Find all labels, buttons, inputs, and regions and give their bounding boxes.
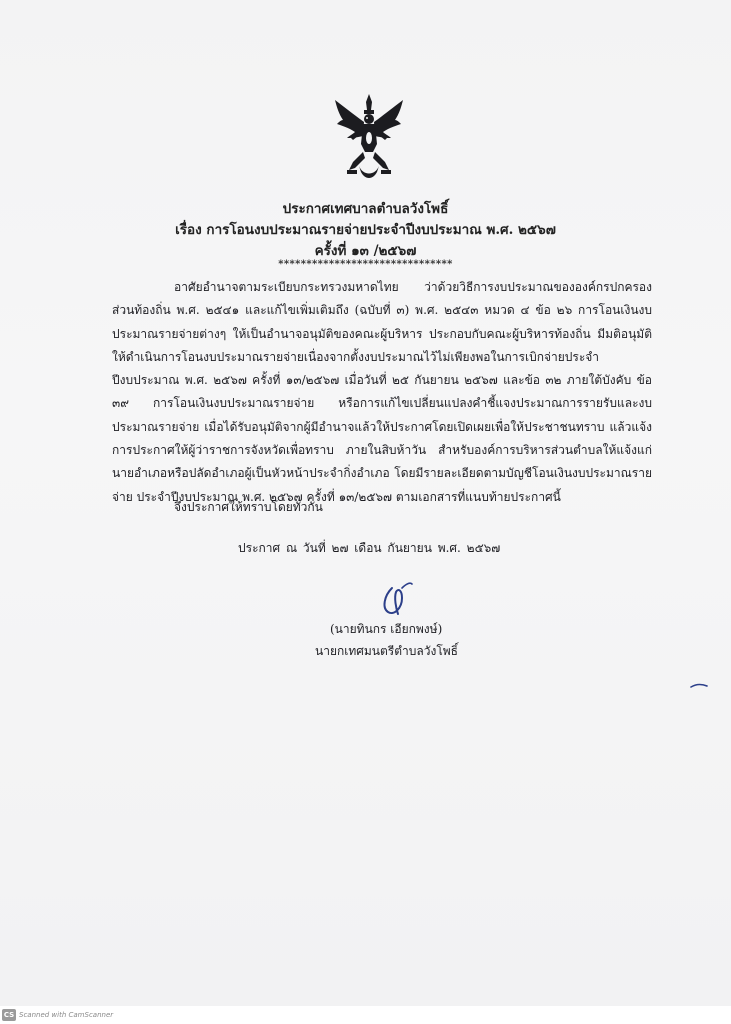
handwritten-signature — [372, 578, 422, 620]
scanner-footer — [0, 1006, 731, 1024]
issued-date: ประกาศ ณ วันที่ ๒๗ เดือน กันยายน พ.ศ. ๒๕๖๗ — [238, 541, 501, 555]
pen-mark — [690, 682, 708, 690]
signer-name: (นายทินกร เอียกพงษ์) — [330, 622, 443, 636]
issue-number: ครั้งที่ ๑๓ /๒๕๖๗ — [314, 243, 417, 259]
camscanner-logo-icon: CS — [3, 1011, 15, 1019]
announcement-title: ประกาศเทศบาลตำบลวังโพธิ์ — [282, 201, 449, 217]
separator-line: ******************************* — [278, 259, 453, 270]
garuda-emblem-icon — [333, 92, 405, 182]
scanner-credit: Scanned with CamScanner — [19, 1011, 114, 1019]
subject-line: เรื่อง การโอนงบประมาณรายจ่ายประจำปีงบประมาณ พ.ศ. ๒๕๖๗ — [175, 222, 556, 238]
body-paragraph: อาศัยอำนาจตามระเบียบกระทรวงมหาดไทย ว่าด้วยวิธีการงบประมาณขององค์กรปกครองส่วนท้องถิ่น พ.ศ. ๒๕๔๑ และแก้ไขเพิ่มเติมถึง (ฉบับที่ ๓) พ.ศ. ๒๕๔๓ หมวด ๔ ข้อ ๒๖ การโอนเงินงบประมาณรายจ่ายต่างๆ ให้เป็นอำนาจอนุมัติของคณะผู้บริหาร ประกอบกับคณะผู้บริหารท้องถิ่น มีมติอนุมัติให้ดำเนินการโอนงบประมาณรายจ่ายเนื่องจากตั้งงบประมาณไว้ไม่เพียงพอในการเบิกจ่ายประจำปีงบประมาณ พ.ศ. ๒๕๖๗ ครั้งที่ ๑๓/๒๕๖๗ เมื่อวันที่ ๒๕ กันยายน ๒๕๖๗ และข้อ ๓๒ ภายใต้บังคับ ข้อ ๓๙ การโอนเงินงบประมาณรายจ่าย หรือการแก้ไขเปลี่ยนแปลงคำชี้แจงประมาณการรายรับและงบประมาณรายจ่าย เมื่อได้รับอนุมัติจากผู้มีอำนาจแล้วให้ประกาศโดยเปิดเผยเพื่อให้ประชาชนทราบ แล้วแจ้งการประกาศให้ผู้ว่าราชการจังหวัดเพื่อทราบ ภายในสิบห้าวัน สำหรับองค์การบริหารส่วนตำบลให้แจ้งแก่นายอำเภอหรือปลัดอำเภอผู้เป็นหัวหน้าประจำกิ่งอำเภอ โดยมีรายละเอียดตามบัญชีโอนเงินงบประมาณรายจ่าย ประจำปีงบประมาณ พ.ศ. ๒๕๖๗ ครั้งที่ ๑๓/๒๕๖๗ ตามเอกสารที่แนบท้ายประกาศนี้ — [112, 280, 652, 504]
closing-line: จึงประกาศให้ทราบโดยทั่วกัน — [174, 500, 323, 514]
signer-title: นายกเทศมนตรีตำบลวังโพธิ์ — [315, 644, 458, 658]
